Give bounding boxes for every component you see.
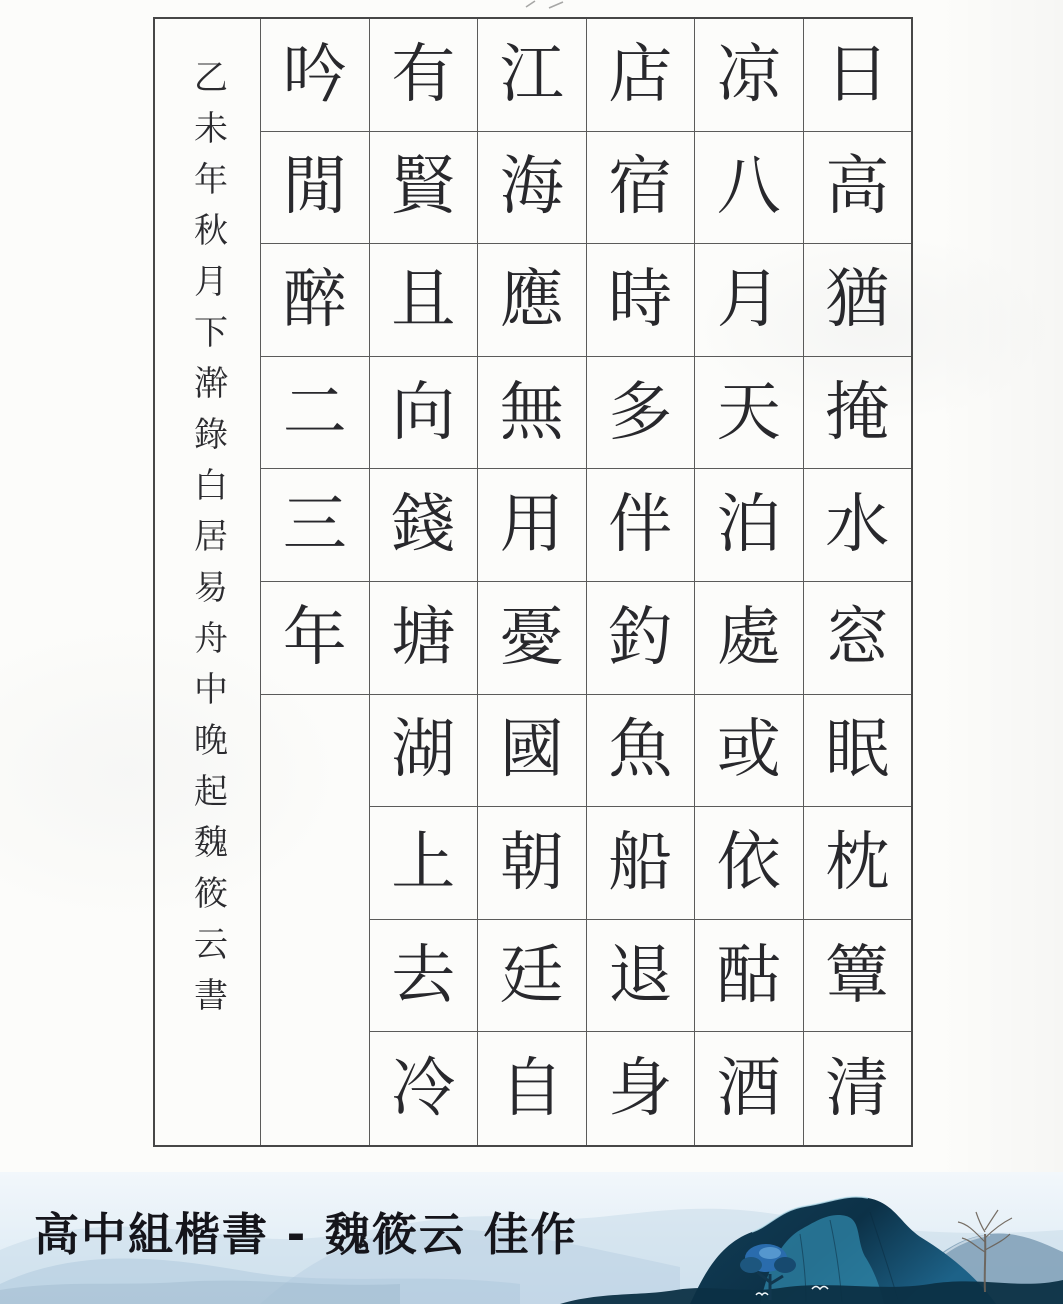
grid-cell: 處 — [695, 582, 803, 695]
grid-column — [370, 19, 479, 1145]
grid-cell: 有 — [370, 19, 478, 132]
grid-cell: 醉 — [261, 244, 369, 357]
grid-cell: 江 — [478, 19, 586, 132]
grid-cell: 枕 — [804, 807, 912, 920]
grid-cell: 清 — [825, 1051, 890, 1126]
grid-cell: 向 — [370, 357, 478, 470]
cutoff-mark — [523, 0, 571, 9]
grid-cell: 年 — [261, 582, 369, 695]
grid-cell: 用 — [478, 469, 586, 582]
grid-cell: 泊 — [695, 469, 803, 582]
signature-column — [155, 19, 261, 1145]
grid-cell: 窓 — [804, 582, 912, 695]
grid-cell: 退 — [587, 920, 695, 1033]
grid-cell: 酒 — [716, 1051, 781, 1126]
grid-cell: 應 — [478, 244, 586, 357]
signature-text: 乙未年秋月下澣錄白居易舟中晚起魏筱云書 — [187, 59, 228, 1028]
grid-cell: 船 — [587, 807, 695, 920]
grid-column — [261, 19, 370, 1145]
grid-cell-empty — [261, 695, 369, 1145]
grid-cell: 湖 — [370, 695, 478, 808]
grid-cell: 店 — [587, 19, 695, 132]
grid-cell: 廷 — [478, 920, 586, 1033]
grid-cell: 無 — [478, 357, 586, 470]
grid-cell: 自 — [499, 1051, 564, 1126]
grid-cell: 上 — [370, 807, 478, 920]
grid-cell: 多 — [587, 357, 695, 470]
grid-cell: 去 — [370, 920, 478, 1033]
grid-cell: 塘 — [370, 582, 478, 695]
grid-cell: 依 — [695, 807, 803, 920]
grid-cell: 二 — [261, 357, 369, 470]
grid-cell: 憂 — [478, 582, 586, 695]
grid-cell: 凉 — [695, 19, 803, 132]
grid-column — [695, 19, 804, 1145]
grid-column — [804, 19, 912, 1145]
grid-cell: 時 — [587, 244, 695, 357]
grid-cell: 吟 — [261, 19, 369, 132]
grid-cell: 國 — [478, 695, 586, 808]
grid-cell: 水 — [804, 469, 912, 582]
grid-cell: 身 — [608, 1051, 673, 1126]
grid-cell: 猶 — [804, 244, 912, 357]
grid-cell: 閒 — [261, 132, 369, 245]
grid-cell: 冷 — [391, 1051, 456, 1126]
grid-cell: 八 — [695, 132, 803, 245]
banner-caption: 高中組楷書 - 魏筱云 佳作 — [34, 1208, 578, 1261]
character-grid — [153, 17, 913, 1147]
grid-cell: 掩 — [804, 357, 912, 470]
grid-cell: 酤 — [695, 920, 803, 1033]
grid-cell: 朝 — [478, 807, 586, 920]
grid-cell: 賢 — [370, 132, 478, 245]
grid-cell: 錢 — [370, 469, 478, 582]
grid-column — [478, 19, 587, 1145]
grid-cell: 魚 — [587, 695, 695, 808]
grid-cell: 釣 — [587, 582, 695, 695]
grid-cell: 日 — [804, 19, 912, 132]
grid-cell: 且 — [370, 244, 478, 357]
grid-cell: 或 — [695, 695, 803, 808]
grid-cell: 三 — [261, 469, 369, 582]
grid-cell: 宿 — [587, 132, 695, 245]
grid-cell: 眠 — [804, 695, 912, 808]
grid-cell: 伴 — [587, 469, 695, 582]
grid-cell: 簟 — [804, 920, 912, 1033]
grid-cell: 月 — [695, 244, 803, 357]
footer-banner — [0, 1172, 1063, 1304]
grid-column — [587, 19, 696, 1145]
grid-cell: 天 — [695, 357, 803, 470]
grid-cell: 海 — [478, 132, 586, 245]
grid-cell: 高 — [804, 132, 912, 245]
